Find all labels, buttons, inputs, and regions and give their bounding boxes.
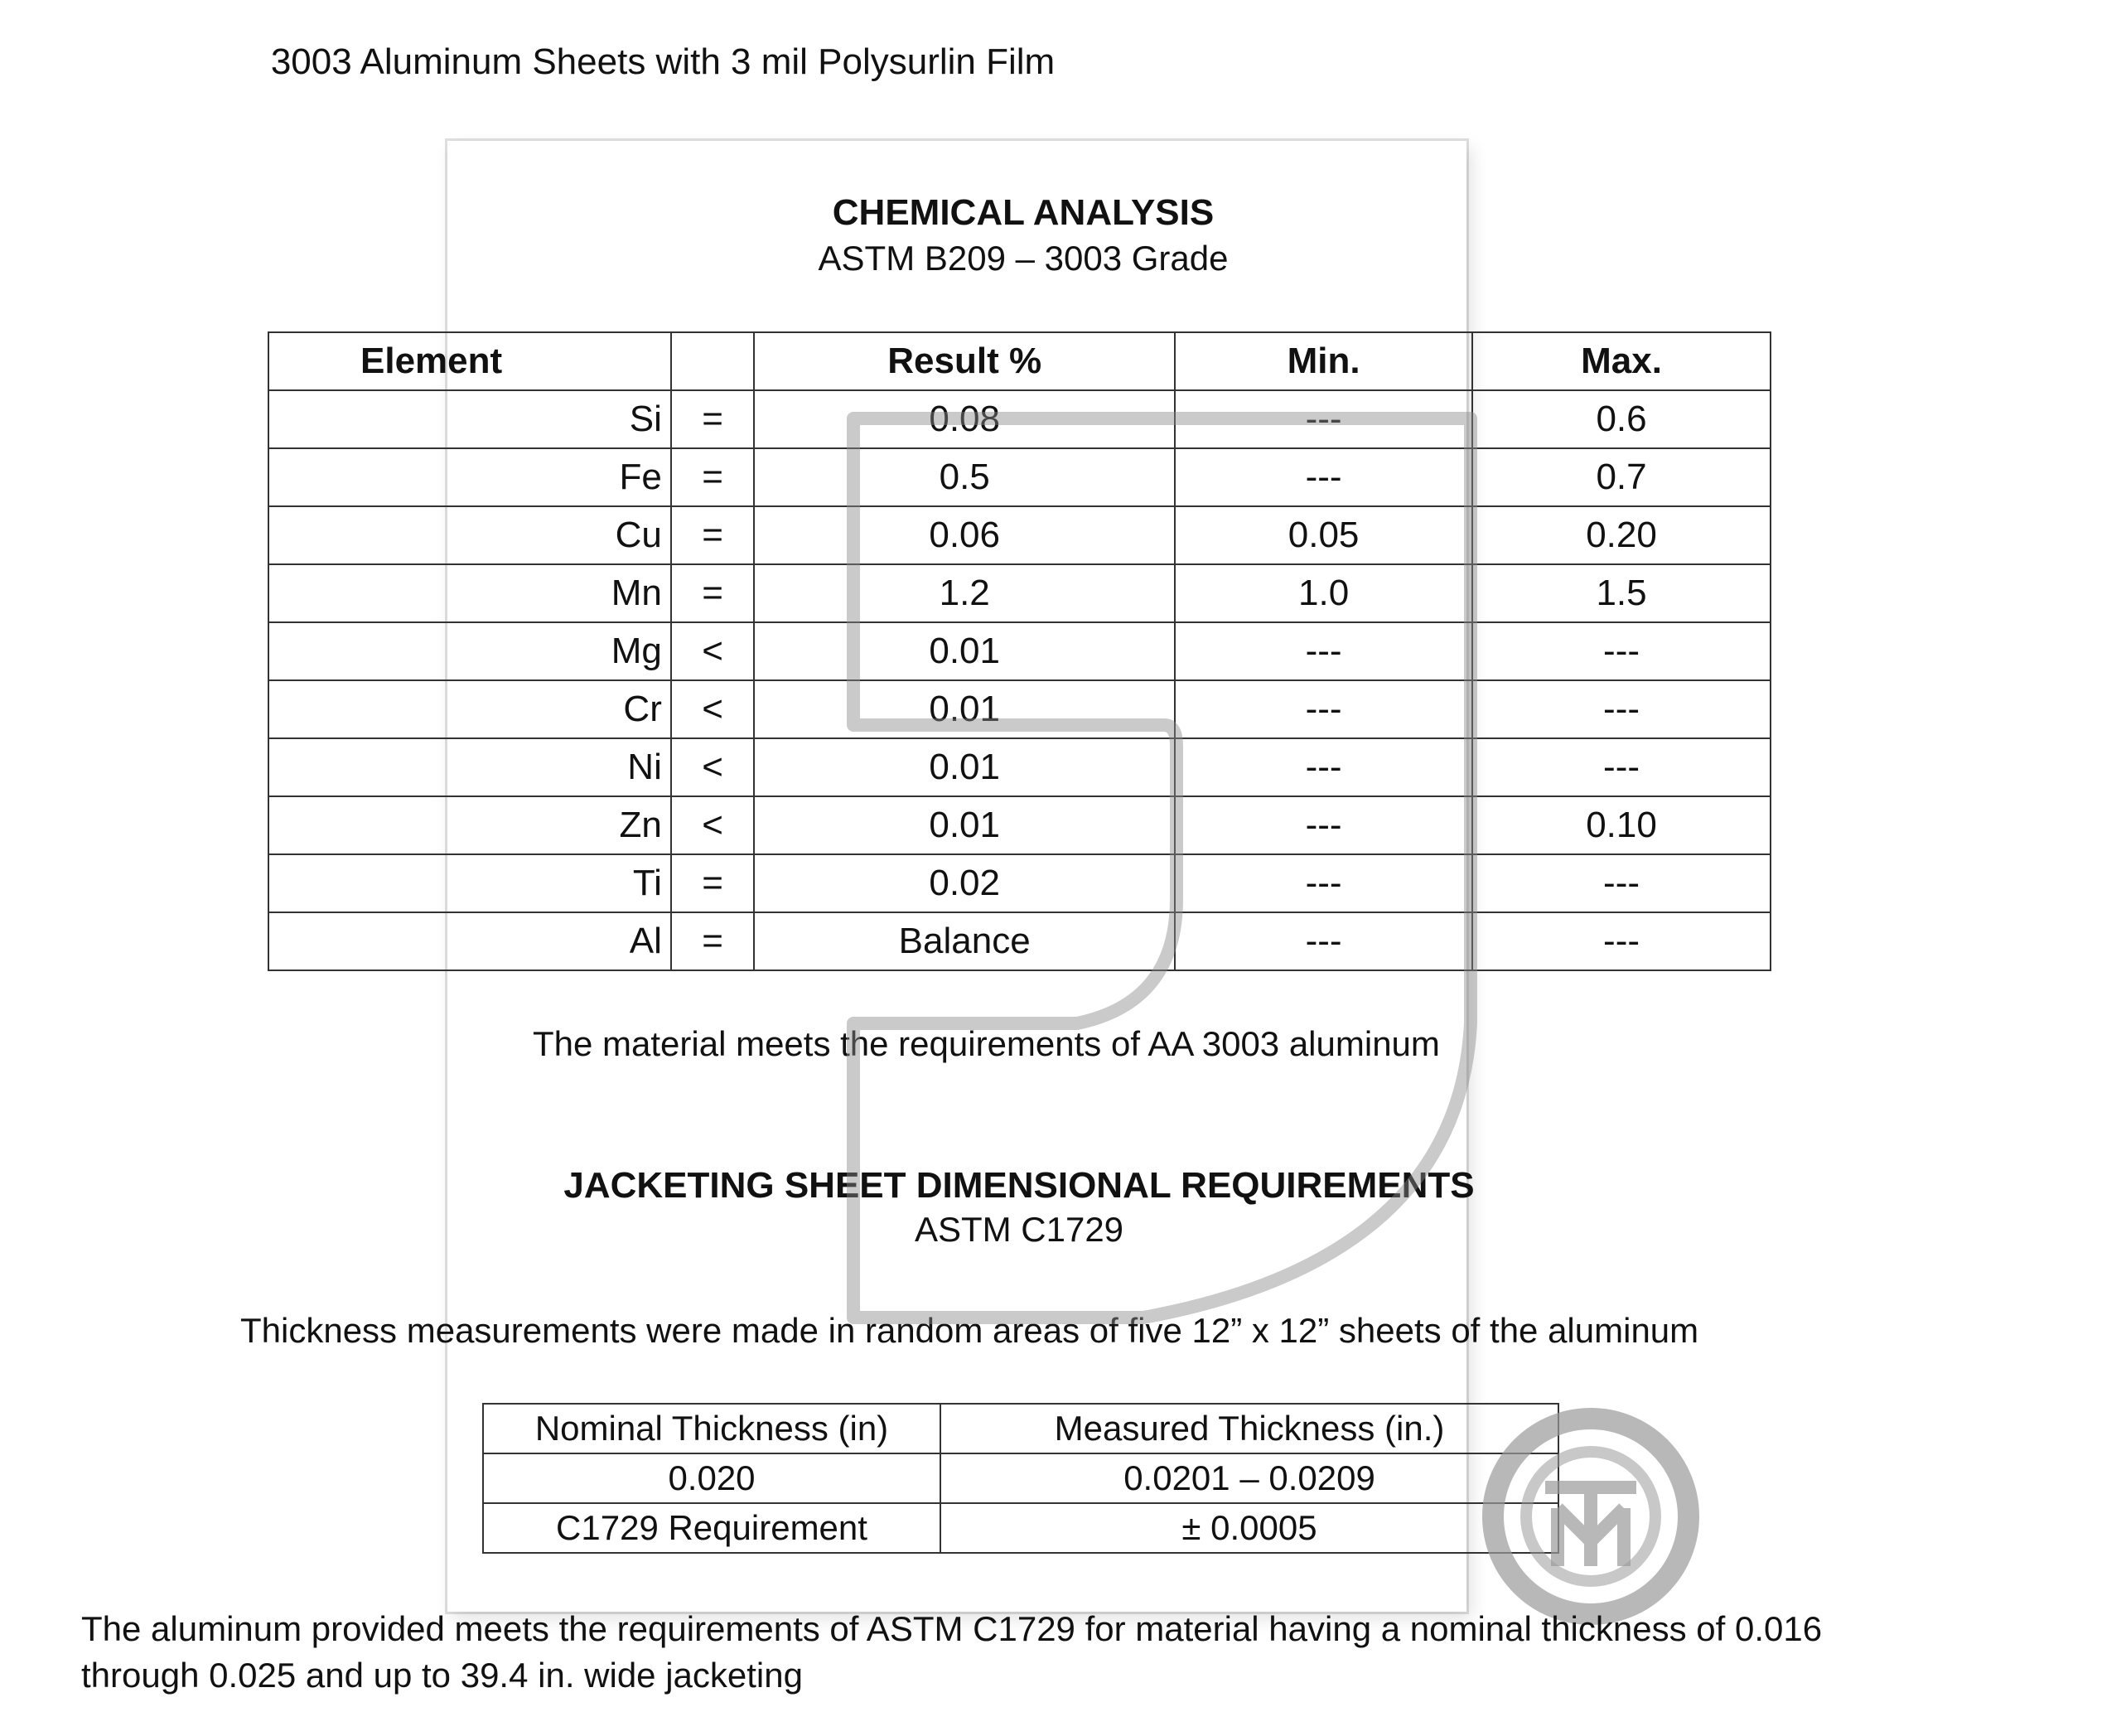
operator-cell: =: [671, 448, 754, 506]
min-cell: ---: [1175, 448, 1472, 506]
element-cell: Zn: [268, 796, 671, 854]
element-cell: Ni: [268, 738, 671, 796]
nominal-cell: C1729 Requirement: [483, 1503, 940, 1553]
thickness-note: Thickness measurements were made in random areas of five 12” x 12” sheets of the aluminum: [240, 1311, 1699, 1350]
measured-cell: 0.0201 – 0.0209: [940, 1453, 1558, 1503]
element-cell: Cu: [268, 506, 671, 564]
nominal-cell: 0.020: [483, 1453, 940, 1503]
column-header-min: Min.: [1175, 332, 1472, 390]
max-cell: 0.6: [1472, 390, 1771, 448]
element-cell: Ti: [268, 854, 671, 912]
min-cell: ---: [1175, 390, 1472, 448]
operator-cell: =: [671, 506, 754, 564]
max-cell: 0.7: [1472, 448, 1771, 506]
column-header-result: Result %: [754, 332, 1175, 390]
table-row: [483, 1453, 1558, 1503]
result-cell: 0.5: [754, 448, 1175, 506]
min-cell: ---: [1175, 680, 1472, 738]
document-title: 3003 Aluminum Sheets with 3 mil Polysurlin Film: [270, 41, 1056, 82]
element-cell: Si: [268, 390, 671, 448]
result-cell: 0.08: [754, 390, 1175, 448]
max-cell: 0.10: [1472, 796, 1771, 854]
table-row: [268, 854, 1771, 912]
operator-cell: =: [671, 390, 754, 448]
column-header-nominal: Nominal Thickness (in): [483, 1404, 940, 1453]
operator-cell: <: [671, 622, 754, 680]
element-cell: Mg: [268, 622, 671, 680]
dimensional-title: JACKETING SHEET DIMENSIONAL REQUIREMENTS: [563, 1165, 1475, 1206]
result-cell: 0.01: [754, 796, 1175, 854]
conclusion-line-2: through 0.025 and up to 39.4 in. wide jacketing: [81, 1656, 803, 1695]
table-row: [268, 796, 1771, 854]
column-header-max: Max.: [1472, 332, 1771, 390]
table-row: [268, 564, 1771, 622]
min-cell: ---: [1175, 912, 1472, 970]
result-cell: Balance: [754, 912, 1175, 970]
result-cell: 1.2: [754, 564, 1175, 622]
table-row: [268, 506, 1771, 564]
operator-cell: <: [671, 796, 754, 854]
min-cell: ---: [1175, 622, 1472, 680]
min-cell: 1.0: [1175, 564, 1472, 622]
element-cell: Mn: [268, 564, 671, 622]
element-cell: Al: [268, 912, 671, 970]
operator-cell: =: [671, 854, 754, 912]
chemical-analysis-heading: [447, 192, 1599, 278]
table-row: [268, 912, 1771, 970]
table-row: [268, 622, 1771, 680]
result-cell: 0.01: [754, 738, 1175, 796]
chemical-analysis-title: CHEMICAL ANALYSIS: [832, 192, 1215, 233]
conclusion-paragraph: [81, 1606, 1987, 1699]
max-cell: 1.5: [1472, 564, 1771, 622]
dimensional-subtitle: ASTM C1729: [914, 1210, 1124, 1249]
company-logo-stamp-icon: [1466, 1400, 1715, 1632]
min-cell: 0.05: [1175, 506, 1472, 564]
chemical-analysis-subtitle: ASTM B209 – 3003 Grade: [818, 239, 1229, 278]
result-cell: 0.02: [754, 854, 1175, 912]
max-cell: ---: [1472, 738, 1771, 796]
result-cell: 0.06: [754, 506, 1175, 564]
max-cell: ---: [1472, 680, 1771, 738]
table-row: [268, 448, 1771, 506]
max-cell: ---: [1472, 622, 1771, 680]
min-cell: ---: [1175, 854, 1472, 912]
measured-cell: ± 0.0005: [940, 1503, 1558, 1553]
table-header-row: [268, 332, 1771, 390]
max-cell: ---: [1472, 912, 1771, 970]
conclusion-line-1: The aluminum provided meets the requirements of ASTM C1729 for material having a nominal thickness of 0.016: [81, 1609, 1823, 1648]
chemical-analysis-table: [268, 331, 1771, 971]
result-cell: 0.01: [754, 680, 1175, 738]
column-header-operator: [671, 332, 754, 390]
operator-cell: <: [671, 738, 754, 796]
chemical-statement: The material meets the requirements of AA 3003 aluminum: [533, 1024, 1440, 1063]
thickness-table: [482, 1403, 1559, 1554]
operator-cell: =: [671, 912, 754, 970]
result-cell: 0.01: [754, 622, 1175, 680]
max-cell: 0.20: [1472, 506, 1771, 564]
dimensional-heading: [447, 1165, 1591, 1250]
element-cell: Fe: [268, 448, 671, 506]
table-row: [268, 738, 1771, 796]
operator-cell: <: [671, 680, 754, 738]
table-row: [483, 1503, 1558, 1553]
column-header-element: Element: [268, 332, 671, 390]
min-cell: ---: [1175, 796, 1472, 854]
max-cell: ---: [1472, 854, 1771, 912]
table-row: [268, 680, 1771, 738]
operator-cell: =: [671, 564, 754, 622]
element-cell: Cr: [268, 680, 671, 738]
min-cell: ---: [1175, 738, 1472, 796]
table-header-row: [483, 1404, 1558, 1453]
column-header-measured: Measured Thickness (in.): [940, 1404, 1558, 1453]
table-row: [268, 390, 1771, 448]
